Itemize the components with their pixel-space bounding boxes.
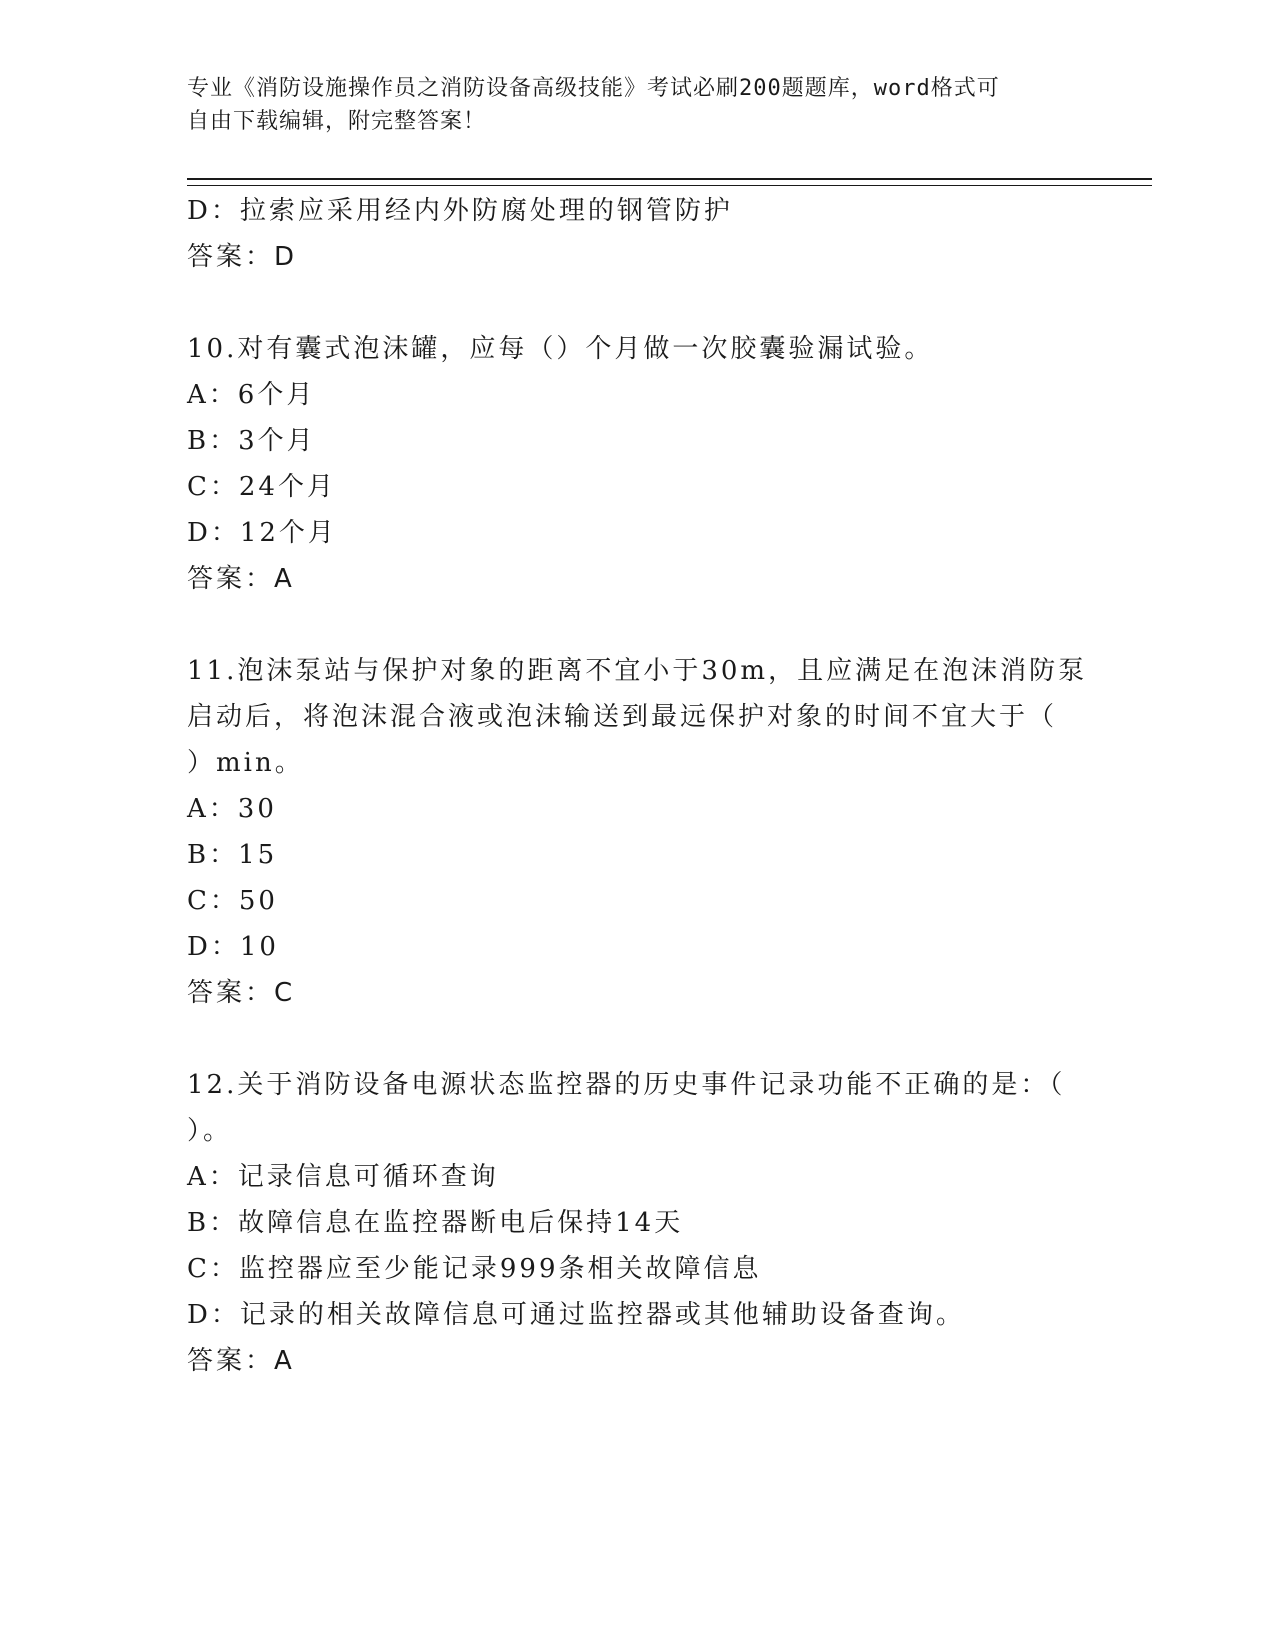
- option-d: D：记录的相关故障信息可通过监控器或其他辅助设备查询。: [187, 1300, 965, 1330]
- option-c: C：24个月: [187, 472, 336, 502]
- option-a: A：记录信息可循环查询: [187, 1162, 499, 1192]
- question-stem-line-2: 启动后，将泡沫混合液或泡沫输送到最远保护对象的时间不宜大于（: [187, 702, 1058, 732]
- document-header: [187, 72, 1067, 138]
- answer: 答案：A: [187, 1346, 295, 1376]
- header-line-2: 自由下载编辑，附完整答案！: [187, 109, 487, 134]
- option-a: A：30: [187, 794, 277, 824]
- question-10: [187, 326, 1067, 602]
- header-line-1: 专业《消防设施操作员之消防设备高级技能》考试必刷200题题库，word格式可: [187, 76, 1000, 101]
- question-11: [187, 648, 1088, 1016]
- spacer: [187, 280, 1067, 326]
- option-c: C：50: [187, 886, 278, 916]
- option-c: C：监控器应至少能记录999条相关故障信息: [187, 1254, 762, 1284]
- answer: 答案：C: [187, 978, 296, 1008]
- question-stem-line-1: 11.泡沫泵站与保护对象的距离不宜小于30m，且应满足在泡沫消防泵: [187, 656, 1088, 686]
- question-stem-line-1: 12.关于消防设备电源状态监控器的历史事件记录功能不正确的是：（: [187, 1070, 1066, 1100]
- question-list: [187, 188, 1088, 1384]
- question-stem: 10.对有囊式泡沫罐，应每（）个月做一次胶囊验漏试验。: [187, 334, 934, 364]
- answer: 答案：A: [187, 564, 295, 594]
- option-a: A：6个月: [187, 380, 316, 410]
- question-stem-line-3: ）min。: [187, 748, 304, 778]
- option-b: B：故障信息在监控器断电后保持14天: [187, 1208, 684, 1238]
- header-divider: [187, 178, 1152, 186]
- question-12: [187, 1062, 1067, 1384]
- question-stem-line-2: ）。: [187, 1116, 233, 1146]
- option-d: D：12个月: [187, 518, 337, 548]
- prev-option-d: D：拉索应采用经内外防腐处理的钢管防护: [187, 196, 733, 226]
- spacer: [187, 1016, 1067, 1062]
- option-b: B：15: [187, 840, 278, 870]
- spacer: [187, 602, 1067, 648]
- option-d: D：10: [187, 932, 279, 962]
- prev-answer: 答案：D: [187, 242, 298, 272]
- option-b: B：3个月: [187, 426, 316, 456]
